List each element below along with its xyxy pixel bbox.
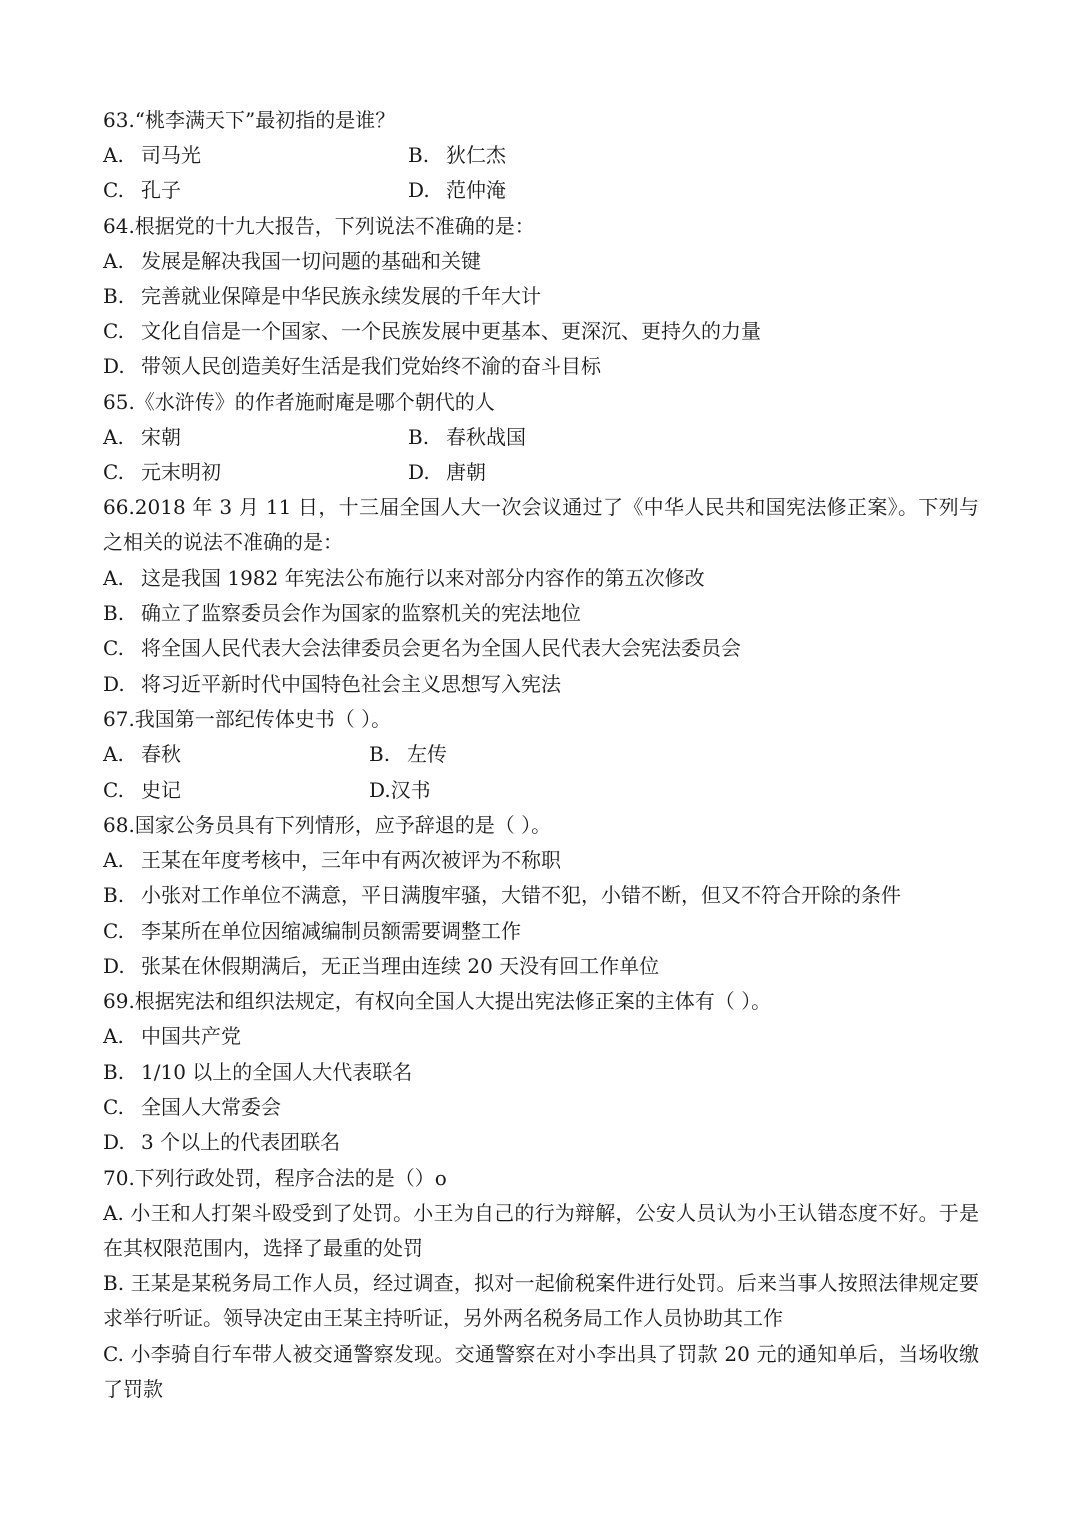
q66-option-d (103, 670, 561, 698)
option-text: 宋朝 (141, 425, 181, 449)
option-text: 小张对工作单位不满意，平日满腹牢骚，大错不犯，小错不断，但又不符合开除的条件 (141, 883, 901, 907)
q67-option-d (369, 776, 431, 804)
option-letter: D. (103, 672, 125, 696)
question-68: 68.国家公务员具有下列情形，应予辞退的是（ ）。 (103, 813, 552, 837)
option-text: 元末明初 (141, 460, 221, 484)
q64-option-d (103, 352, 601, 380)
question-66: 66.2018 年 3 月 11 日，十三届全国人大一次会议通过了《中华人民共和国宪法修正案》。下列与之相关的说法不准确的是： (103, 495, 979, 554)
question-64: 64.根据党的十九大报告，下列说法不准确的是： (103, 214, 535, 238)
option-letter: D. (408, 460, 430, 484)
option-letter: C. (103, 636, 124, 660)
q69-option-c (103, 1093, 281, 1121)
q69-option-b (103, 1058, 412, 1086)
option-letter: B. (103, 1060, 125, 1084)
option-text: 左传 (407, 742, 447, 766)
q65-option-a (103, 423, 181, 451)
option-text: 3 个以上的代表团联名 (141, 1130, 341, 1154)
q68-option-b (103, 881, 901, 909)
question-65: 65.《水浒传》的作者施耐庵是哪个朝代的人 (103, 390, 495, 414)
option-text: 春秋战国 (446, 425, 526, 449)
q65-option-d (408, 458, 486, 486)
q63-option-c (103, 176, 181, 204)
q64-option-c (103, 317, 761, 345)
q63-option-b (408, 141, 506, 169)
q66-option-c (103, 634, 741, 662)
option-text: 孔子 (141, 178, 181, 202)
option-text: 1/10 以上的全国人大代表联名 (141, 1060, 413, 1084)
q66-option-a (103, 564, 705, 592)
question-70: 70.下列行政处罚，程序合法的是（）o (103, 1166, 447, 1190)
option-text: 全国人大常委会 (141, 1095, 281, 1119)
option-letter: A. (103, 249, 124, 273)
q63-option-d (408, 176, 506, 204)
option-letter: B. (408, 425, 430, 449)
option-text: 发展是解决我国一切问题的基础和关键 (141, 249, 481, 273)
option-text: 春秋 (141, 742, 181, 766)
option-letter: D. (408, 178, 430, 202)
option-letter: C. (103, 1095, 124, 1119)
option-text: 史记 (141, 778, 181, 802)
option-letter: C. (103, 919, 124, 943)
option-text: 完善就业保障是中华民族永续发展的千年大计 (141, 284, 541, 308)
q68-option-d (103, 952, 659, 980)
option-text: 李某所在单位因缩减编制员额需要调整工作 (141, 919, 521, 943)
option-letter: B. (369, 742, 391, 766)
q70-option-b: B. 王某是某税务局工作人员，经过调查，拟对一起偷税案件进行处罚。后来当事人按照法律规定要求举行听证。领导决定由王某主持听证，另外两名税务局工作人员协助其工作 (103, 1271, 979, 1330)
q68-option-a (103, 846, 561, 874)
option-text: 文化自信是一个国家、一个民族发展中更基本、更深沉、更持久的力量 (141, 319, 761, 343)
option-letter: D. (103, 954, 125, 978)
question-63: 63.“桃李满天下”最初指的是谁？ (103, 108, 396, 132)
option-letter: C. (103, 778, 124, 802)
option-text: 将全国人民代表大会法律委员会更名为全国人民代表大会宪法委员会 (141, 636, 741, 660)
q68-option-c (103, 917, 521, 945)
option-letter: B. (103, 284, 125, 308)
option-letter: A. (103, 742, 124, 766)
option-letter: D. (103, 354, 125, 378)
option-letter: C. (103, 460, 124, 484)
option-text: 张某在休假期满后，无正当理由连续 20 天没有回工作单位 (141, 954, 660, 978)
q64-option-b (103, 282, 541, 310)
q66-option-b (103, 599, 581, 627)
option-text: 确立了监察委员会作为国家的监察机关的宪法地位 (141, 601, 581, 625)
option-text: D.汉书 (369, 778, 431, 802)
q67-option-c (103, 776, 181, 804)
question-69: 69.根据宪法和组织法规定，有权向全国人大提出宪法修正案的主体有（ ）。 (103, 989, 772, 1013)
option-text: 狄仁杰 (446, 143, 506, 167)
option-text: 王某在年度考核中，三年中有两次被评为不称职 (141, 848, 561, 872)
option-text: 唐朝 (446, 460, 486, 484)
option-letter: D. (103, 1130, 125, 1154)
q64-option-a (103, 247, 481, 275)
option-letter: C. (103, 319, 124, 343)
option-letter: B. (103, 883, 125, 907)
q70-option-c: C. 小李骑自行车带人被交通警察发现。交通警察在对小李出具了罚款 20 元的通知单后，当场收缴了罚款 (103, 1342, 979, 1401)
option-letter: A. (103, 425, 124, 449)
q69-option-a (103, 1022, 241, 1050)
q65-option-c (103, 458, 221, 486)
option-letter: B. (103, 601, 125, 625)
option-letter: A. (103, 1024, 124, 1048)
option-letter: A. (103, 143, 124, 167)
q67-option-b (369, 740, 447, 768)
q69-option-d (103, 1128, 340, 1156)
option-letter: B. (408, 143, 430, 167)
option-letter: A. (103, 566, 124, 590)
option-text: 中国共产党 (141, 1024, 241, 1048)
option-text: 带领人民创造美好生活是我们党始终不渝的奋斗目标 (141, 354, 601, 378)
option-text: 司马光 (141, 143, 201, 167)
option-letter: A. (103, 848, 124, 872)
q63-option-a (103, 141, 201, 169)
q70-option-a: A. 小王和人打架斗殴受到了处罚。小王为自己的行为辩解，公安人员认为小王认错态度不好。于是在其权限范围内，选择了最重的处罚 (103, 1201, 979, 1260)
q65-option-b (408, 423, 526, 451)
question-67: 67.我国第一部纪传体史书（ ）。 (103, 707, 392, 731)
option-text: 将习近平新时代中国特色社会主义思想写入宪法 (141, 672, 561, 696)
option-text: 范仲淹 (446, 178, 506, 202)
q67-option-a (103, 740, 181, 768)
option-text: 这是我国 1982 年宪法公布施行以来对部分内容作的第五次修改 (141, 566, 705, 590)
option-letter: C. (103, 178, 124, 202)
